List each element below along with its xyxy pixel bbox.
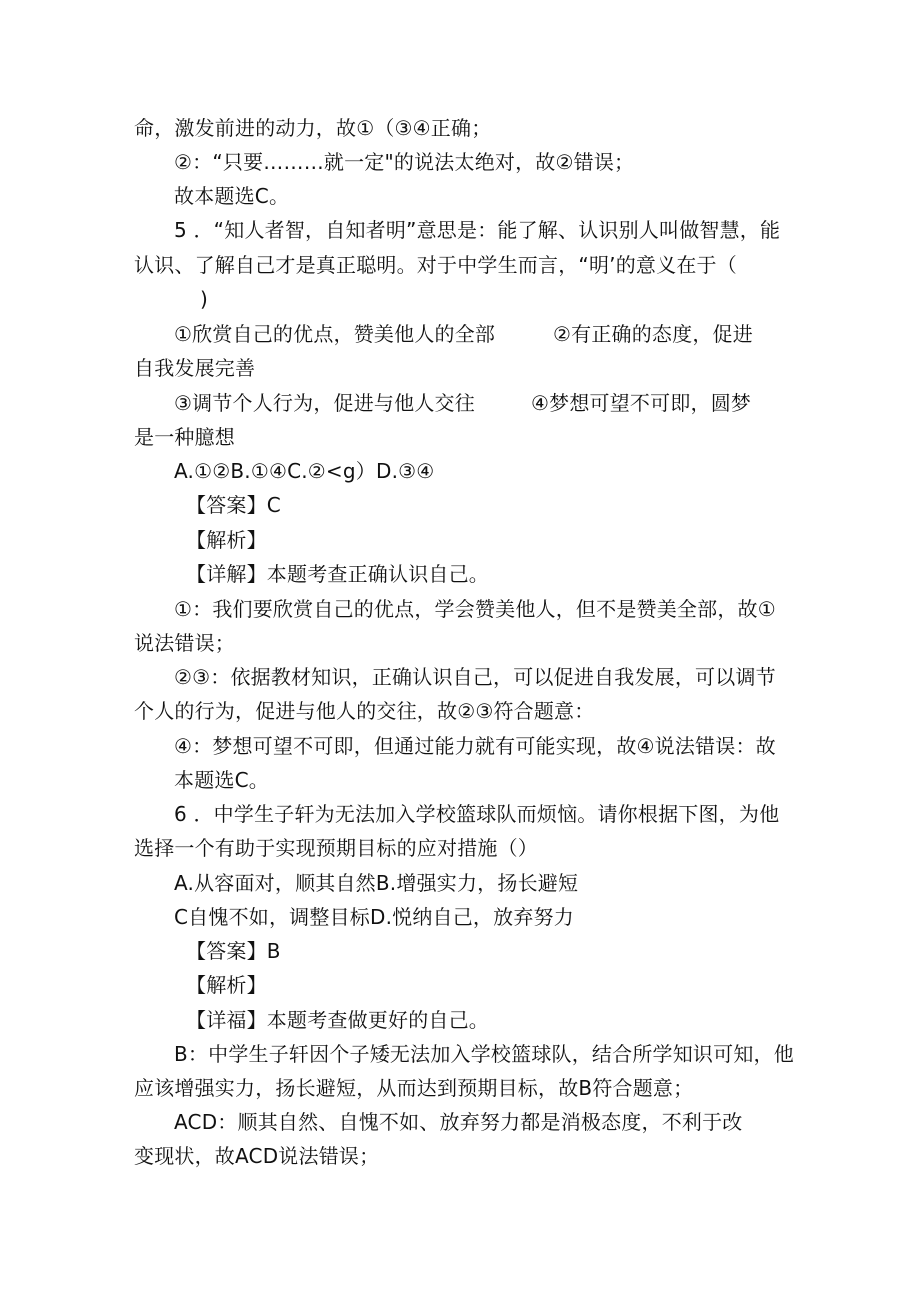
statement-4: ④梦想可望不可即，圆梦 — [531, 391, 752, 415]
choices: A.①②B.①④C.②<g）D.③④ — [174, 459, 435, 483]
text-line: ②③：依据教材知识，正确认识自己，可以促进自我发展，可以调节 — [174, 665, 776, 689]
answer-label: 【答案】B — [186, 939, 281, 963]
text-line: 认识、了解自己才是真正聪明。对于中学生而言，“明’的意义在于（ — [134, 253, 737, 277]
text-line: 命，激发前进的动力，故①（③④正确； — [134, 116, 492, 140]
analysis-label: 【解析】 — [186, 973, 267, 997]
choices: A.从容面对，顺其自然B.增强实力，扬长避短 — [174, 871, 579, 895]
text-line: 自我发展完善 — [134, 356, 256, 380]
text-line: ④：梦想可望不可即，但通过能力就有可能实现，故④说法错误：故 — [174, 734, 776, 758]
statement-2: ②有正确的态度，促进 — [553, 322, 753, 346]
analysis-label: 【解析】 — [186, 528, 267, 552]
text-line: 变现状，故ACD说法错误； — [134, 1144, 380, 1168]
question-5-stem: 5 ．“知人者智，自知者明”意思是：能了解、认识别人叫做智慧，能 — [174, 218, 781, 242]
detail-heading: 【详福】本题考查做更好的自己。 — [186, 1008, 489, 1032]
statement-1: ①欣赏自己的优点，赞美他人的全部 — [174, 322, 496, 346]
text-line: 故本题选C。 — [174, 184, 290, 208]
text-line: 个人的行为，促进与他人的交往，故②③符合题意： — [134, 699, 595, 723]
text-line: B：中学生子轩因个子矮无法加入学校篮球队，结合所学知识可知，他 — [174, 1042, 794, 1066]
detail-heading: 【详解】本题考查正确认识自己。 — [186, 562, 489, 586]
text-line: 是一种臆想 — [134, 425, 235, 449]
choices: C自愧不如，调整目标D.悦纳自己，放弃努力 — [174, 905, 574, 929]
text-line: ACD：顺其自然、自愧不如、放弃努力都是消极态度，不利于改 — [174, 1110, 743, 1134]
text-line: 选择一个有助于实现预期目标的应对措施（） — [134, 836, 538, 860]
text-line: ②：“只要………就一定"的说法太绝对，故②错误； — [174, 150, 635, 174]
statement-3: ③调节个人行为，促进与他人交往 — [174, 391, 475, 415]
question-6-stem: 6 ．中学生子轩为无法加入学校篮球队而烦恼。请你根据下图，为他 — [174, 802, 780, 826]
text-line: 说法错误； — [134, 631, 235, 655]
text-line: 应该增强实力，扬长避短，从而达到预期目标，故B符合题意； — [134, 1076, 694, 1100]
answer-blank: ) — [200, 287, 209, 311]
text-line: ①：我们要欣赏自己的优点，学会赞美他人，但不是赞美全部，故① — [174, 597, 776, 621]
text-line: 本题选C。 — [174, 768, 269, 792]
answer-label: 【答案】C — [186, 493, 281, 517]
